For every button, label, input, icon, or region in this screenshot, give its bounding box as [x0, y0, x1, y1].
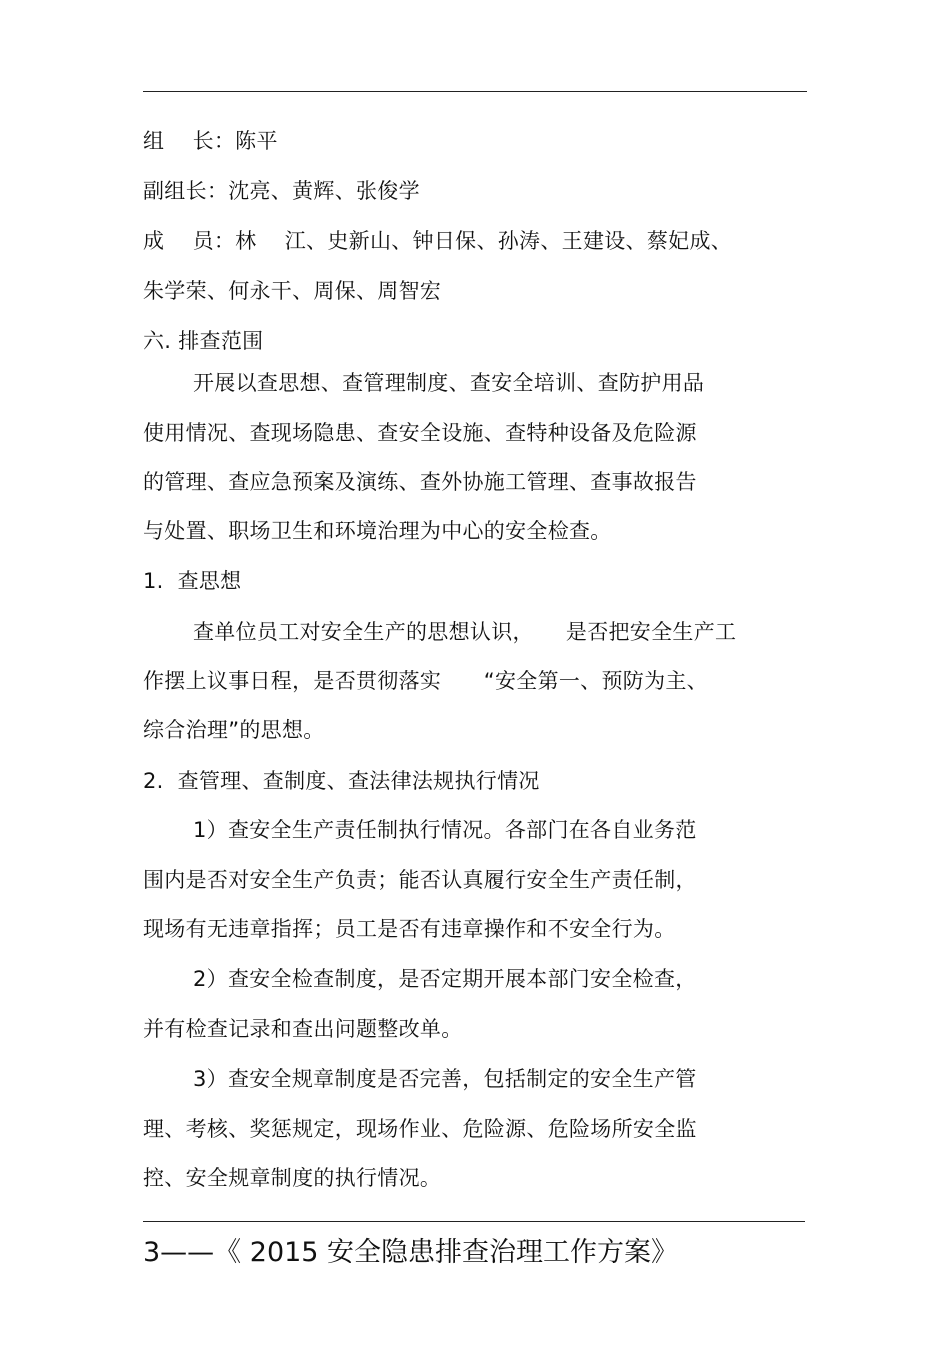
header-rule	[143, 91, 807, 92]
paragraph-line: 围内是否对安全生产负责；能否认真履行安全生产责任制，	[143, 868, 697, 892]
footer-rule	[143, 1221, 805, 1222]
page-footer: 3——《 2015 安全隐患排查治理工作方案》	[143, 1237, 679, 1268]
paragraph-line: 作摆上议事日程，是否贯彻落实 “安全第一、预防为主、	[143, 669, 708, 693]
paragraph-line: 与处置、职场卫生和环境治理为中心的安全检查。	[143, 519, 612, 543]
paragraph-line: 综合治理”的思想。	[143, 718, 325, 742]
paragraph-line: 并有检查记录和查出问题整改单。	[143, 1017, 463, 1041]
subsection-heading: 1. 查思想	[143, 569, 242, 593]
paragraph-line: 现场有无违章指挥；员工是否有违章操作和不安全行为。	[143, 917, 676, 941]
text-line: 组 长：陈平	[143, 129, 278, 153]
paragraph-line: 使用情况、查现场隐患、查安全设施、查特种设备及危险源	[143, 421, 697, 445]
paragraph-line: 开展以查思想、查管理制度、查安全培训、查防护用品	[193, 371, 705, 395]
text-line: 朱学荣、何永干、周保、周智宏	[143, 279, 442, 303]
paragraph-line: 2）查安全检查制度，是否定期开展本部门安全检查，	[193, 967, 697, 991]
paragraph-line: 理、考核、奖惩规定，现场作业、危险源、危险场所安全监	[143, 1117, 697, 1141]
paragraph-line: 控、安全规章制度的执行情况。	[143, 1166, 442, 1190]
subsection-heading: 2. 查管理、查制度、查法律法规执行情况	[143, 769, 540, 793]
paragraph-line: 3）查安全规章制度是否完善，包括制定的安全生产管	[193, 1067, 697, 1091]
text-line: 成 员：林 江、史新山、钟日保、孙涛、王建设、蔡妃成、	[143, 229, 733, 253]
text-line: 副组长：沈亮、黄辉、张俊学	[143, 179, 420, 203]
paragraph-line: 1）查安全生产责任制执行情况。各部门在各自业务范	[193, 818, 697, 842]
paragraph-line: 查单位员工对安全生产的思想认识， 是否把安全生产工	[193, 620, 737, 644]
paragraph-line: 的管理、查应急预案及演练、查外协施工管理、查事故报告	[143, 470, 697, 494]
section-heading: 六. 排查范围	[143, 329, 264, 353]
